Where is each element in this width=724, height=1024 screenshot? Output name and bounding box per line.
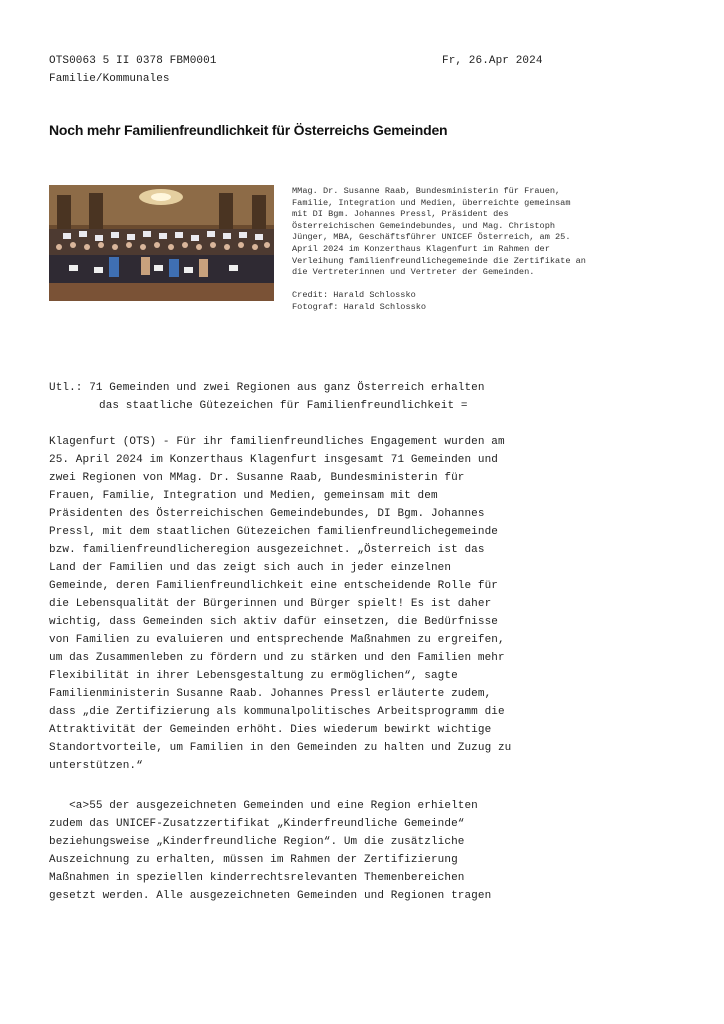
body-line: gesetzt werden. Alle ausgezeichneten Gemeinden und Regionen tragen bbox=[49, 890, 492, 902]
subtitle-lead bbox=[49, 379, 485, 415]
body-line: dass „die Zertifizierung als kommunalpolitisches Arbeitsprogramm die bbox=[49, 706, 505, 718]
body-line: wichtig, dass Gemeinden sich aktiv dafür einsetzen, die Bedürfnisse bbox=[49, 616, 498, 628]
body-line: die Lebensqualität der Bürgerinnen und Bürger spielt! Es ist daher bbox=[49, 598, 492, 610]
body-line: Flexibilität in ihrer Lebensgestaltung zu ermöglichen“, sagte bbox=[49, 670, 458, 682]
body-paragraph bbox=[49, 797, 491, 905]
body-paragraph bbox=[49, 433, 511, 775]
body-line: Frauen, Familie, Integration und Medien, gemeinsam mit dem bbox=[49, 490, 438, 502]
body-line: zwei Regionen von MMag. Dr. Susanne Raab, Bundesministerin für bbox=[49, 472, 465, 484]
body-line: Klagenfurt (OTS) - Für ihr familienfreundliches Engagement wurden am bbox=[49, 436, 505, 448]
body-line: 25. April 2024 im Konzerthaus Klagenfurt insgesamt 71 Gemeinden und bbox=[49, 454, 498, 466]
body-line: Pressl, mit dem staatlichen Gütezeichen familienfreundlichegemeinde bbox=[49, 526, 498, 538]
caption-line: Österreichischen Gemeindebundes, und Mag. Christoph bbox=[292, 220, 556, 231]
photo-caption bbox=[292, 186, 632, 314]
body-line: um das Zusammenleben zu fördern und zu stärken und den Familien mehr bbox=[49, 652, 505, 664]
body-line: Attraktivität der Gemeinden erhöht. Dies wiederum bewirkt wichtige bbox=[49, 724, 492, 736]
photo-credit: Credit: Harald Schlossko bbox=[292, 290, 416, 301]
page-title: Noch mehr Familienfreundlichkeit für Österreichs Gemeinden bbox=[49, 122, 448, 138]
lead-line: Utl.: 71 Gemeinden und zwei Regionen aus ganz Österreich erhalten bbox=[49, 382, 485, 394]
body-line: Standortvorteile, um Familien in den Gemeinden zu halten und Zuzug zu bbox=[49, 742, 512, 754]
caption-line: die Vertreterinnen und Vertreter der Gemeinden. bbox=[292, 267, 535, 278]
body-line: Auszeichnung zu erhalten, müssen im Rahmen der Zertifizierung bbox=[49, 854, 458, 866]
caption-line: Verleihung familienfreundlichegemeinde die Zertifikate an bbox=[292, 255, 586, 266]
body-line: Maßnahmen in speziellen kinderrechtsrelevanten Themenbereichen bbox=[49, 872, 465, 884]
release-date: Fr, 26.Apr 2024 bbox=[442, 55, 543, 67]
caption-line: Familie, Integration und Medien, überreichte gemeinsam bbox=[292, 197, 571, 208]
header-meta bbox=[49, 52, 217, 88]
photographer: Fotograf: Harald Schlossko bbox=[292, 301, 427, 312]
body-line: zudem das UNICEF-Zusatzzertifikat „Kinderfreundliche Gemeinde“ bbox=[49, 818, 465, 830]
body-line: <a>55 der ausgezeichneten Gemeinden und eine Region erhielten bbox=[49, 800, 478, 812]
press-photo bbox=[49, 185, 274, 301]
caption-line: April 2024 im Konzerthaus Klagenfurt im Rahmen der bbox=[292, 243, 550, 254]
caption-line: Jünger, MBA, Geschäftsführer UNICEF Österreich, am 25. bbox=[292, 232, 571, 243]
body-line: Gemeinde, deren Familienfreundlichkeit eine entscheidende Rolle für bbox=[49, 580, 498, 592]
release-code: OTS0063 5 II 0378 FBM0001 bbox=[49, 55, 217, 67]
body-line: Präsidenten des Österreichischen Gemeindebundes, DI Bgm. Johannes bbox=[49, 508, 485, 520]
body-line: von Familien zu evaluieren und entsprechende Maßnahmen zu ergreifen, bbox=[49, 634, 505, 646]
body-line: unterstützen.“ bbox=[49, 760, 143, 772]
body-line: Land der Familien und das zeigt sich auch in jeder einzelnen bbox=[49, 562, 452, 574]
body-line: beziehungsweise „Kinderfreundliche Region“. Um die zusätzliche bbox=[49, 836, 465, 848]
body-line: bzw. familienfreundlicheregion ausgezeichnet. „Österreich ist das bbox=[49, 544, 485, 556]
caption-line: MMag. Dr. Susanne Raab, Bundesministerin für Frauen, bbox=[292, 186, 561, 196]
lead-line: das staatliche Gütezeichen für Familienfreundlichkeit = bbox=[99, 400, 468, 412]
caption-line: mit DI Bgm. Johannes Pressl, Präsident des bbox=[292, 209, 509, 220]
body-line: Familienministerin Susanne Raab. Johannes Pressl erläuterte zudem, bbox=[49, 688, 492, 700]
group-photo-image bbox=[49, 185, 274, 301]
category: Familie/Kommunales bbox=[49, 73, 170, 85]
